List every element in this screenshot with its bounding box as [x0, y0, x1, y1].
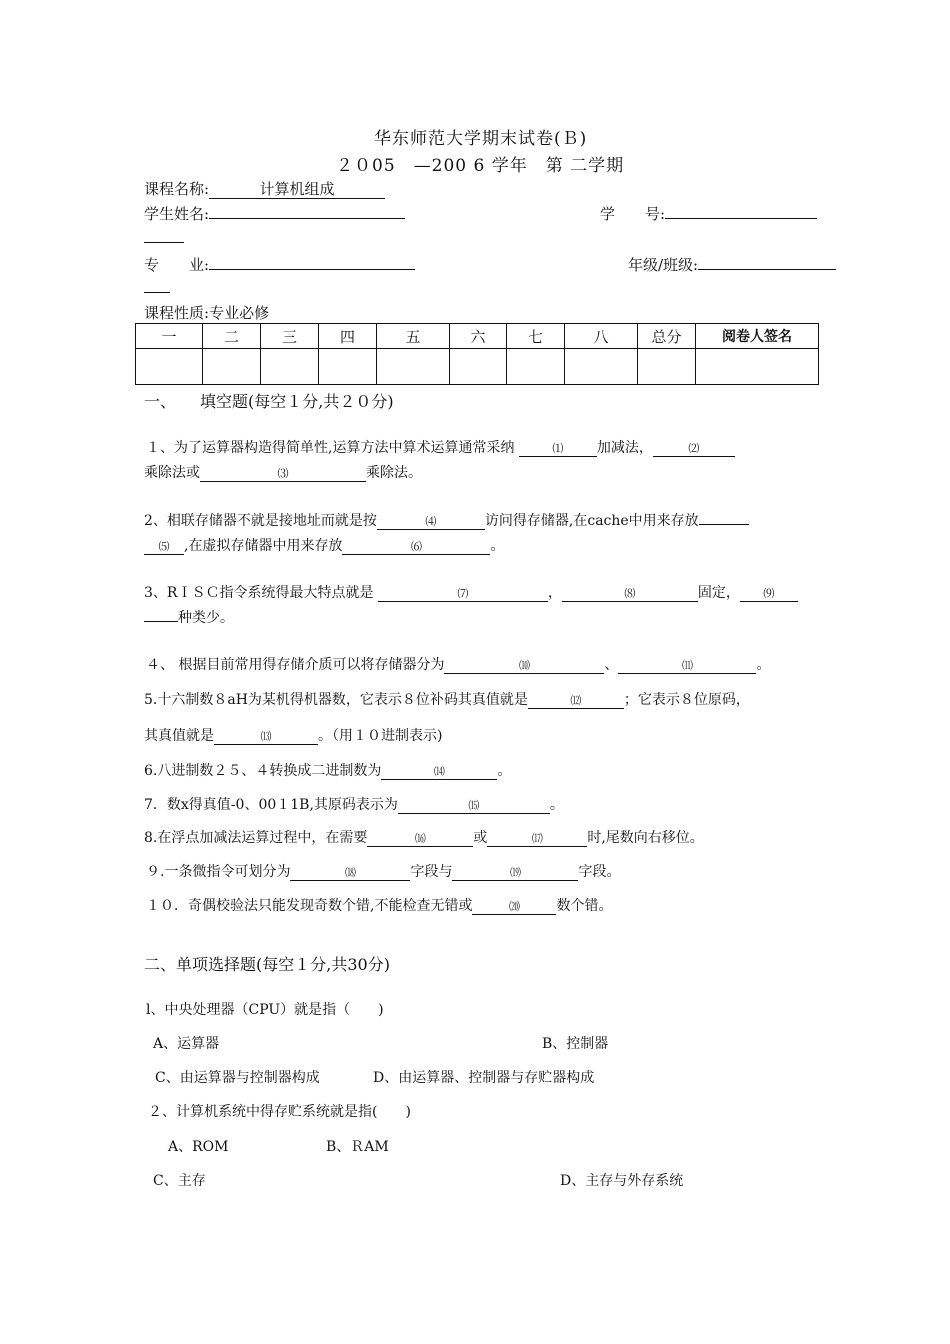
q3-text: 种类少。 [178, 610, 234, 626]
q2-line2 [144, 535, 504, 555]
mc2-option-d[interactable]: D、主存与外存系统 [560, 1173, 684, 1189]
mc1-option-a[interactable]: A、运算器 [153, 1036, 220, 1052]
score-cell[interactable] [696, 349, 819, 385]
grade-header-cell: 四 [319, 324, 377, 349]
blank-6[interactable]: ⑹ [342, 539, 490, 555]
exam-title: 华东师范大学期末试卷(Ｂ) [374, 129, 588, 149]
score-cell[interactable] [136, 349, 203, 385]
q5-text: 5.十六制数８aH为某机得机器数，它表示８位补码其真值就是 [144, 692, 528, 708]
term-line: ２０05 —200 6 学年 第 二学期 [336, 156, 625, 176]
score-cell[interactable] [565, 349, 638, 385]
q8-text: 8.在浮点加减法运算过程中，在需要 [144, 830, 368, 846]
score-cell[interactable] [507, 349, 565, 385]
course-value: 计算机组成 [209, 180, 385, 199]
grade-header-cell: 五 [377, 324, 450, 349]
q1-line2 [144, 462, 422, 482]
q4-text: ４、 根据目前常用得存储介质可以将存储器分为 [146, 657, 445, 673]
q8-line [144, 827, 704, 847]
q5-text: 。（用１０进制表示) [318, 728, 443, 744]
blank-13[interactable]: ⒀ [214, 729, 318, 745]
grade-header-cell: 八 [565, 324, 638, 349]
mc1-stem: l、中央处理器（CPU）就是指（ ) [146, 1002, 384, 1018]
student-label: 学生姓名: [144, 205, 210, 223]
grade-header-cell: 一 [136, 324, 203, 349]
blank-15[interactable]: ⒂ [398, 798, 550, 814]
student-line [144, 203, 405, 224]
major-blank [209, 269, 415, 270]
section1-heading: 一、 填空题(每空１分,共２０分) [144, 392, 394, 411]
mc2-option-b[interactable]: B、ＲAM [326, 1139, 389, 1155]
grade-header-cell: 六 [450, 324, 507, 349]
q5-line1 [144, 689, 750, 709]
blank-17[interactable]: ⒄ [487, 831, 587, 847]
blank-8[interactable]: ⑻ [562, 586, 698, 602]
q3-line2 [144, 607, 234, 627]
class-label: 年级/班级: [628, 256, 699, 274]
blank-10[interactable]: ⑽ [444, 658, 604, 674]
q3-line1 [144, 582, 798, 602]
id-label: 学 号: [600, 205, 666, 223]
id-blank-wrap [144, 242, 184, 243]
mc2-option-c[interactable]: C、主存 [153, 1173, 206, 1189]
blank-11[interactable]: ⑾ [618, 658, 756, 674]
q9-text: 字段与 [410, 864, 453, 880]
course-label: 课程名称: [144, 180, 210, 198]
blank-14[interactable]: ⒁ [381, 764, 497, 780]
grade-score-row [136, 349, 819, 385]
section2-heading: 二、单项选择题(每空１分,共30分) [144, 955, 390, 974]
mc1-option-b[interactable]: B、控制器 [542, 1036, 609, 1052]
q4-line [146, 654, 770, 674]
student-blank [209, 218, 405, 219]
grade-header-row [136, 324, 819, 349]
q2-text: ,在虚拟存储器中用来存放 [184, 538, 343, 554]
q5-line2 [144, 725, 442, 745]
nature-label: 课程性质: [144, 304, 210, 322]
class-blank [698, 269, 836, 270]
blank-1[interactable]: ⑴ [519, 441, 597, 457]
q7-line [144, 794, 564, 814]
mc1-option-c[interactable]: C、由运算器与控制器构成 [155, 1070, 320, 1086]
q10-text: １０．奇偶校验法只能发现奇数个错,不能检查无错或 [146, 898, 473, 914]
blank-9[interactable]: ⑼ [740, 586, 798, 602]
q6-text: 。 [497, 763, 512, 779]
blank-4[interactable]: ⑷ [377, 514, 485, 530]
id-line [600, 203, 817, 224]
class-blank-wrap [144, 292, 170, 293]
mc2-stem: ２、计算机系统中得存贮系统就是指( ) [148, 1104, 411, 1120]
grade-header-cell: 阅卷人签名 [696, 324, 819, 349]
q3-text: 3、RＩＳＣ指令系统得最大特点就是 [144, 585, 374, 601]
q10-line [146, 895, 612, 915]
grade-header-cell: 七 [507, 324, 565, 349]
q6-line [144, 760, 511, 780]
blank-5[interactable]: ⑸ [144, 539, 184, 555]
q9-text: ９.一条微指令可划分为 [146, 864, 291, 880]
blank-9-tail[interactable] [144, 621, 178, 622]
q1-text: １、为了运算器构造得简单性,运算方法中算术运算通常采纳 [146, 440, 515, 456]
score-cell[interactable] [450, 349, 507, 385]
q9-line [146, 861, 620, 881]
blank-18[interactable]: ⒅ [290, 865, 410, 881]
q1-text: 加减法， [596, 440, 653, 456]
q9-text: 字段。 [578, 864, 621, 880]
q4-text: 、 [604, 657, 619, 673]
blank-7[interactable]: ⑺ [378, 586, 548, 602]
q2-text: 。 [490, 538, 505, 554]
q4-text: 。 [756, 657, 771, 673]
grade-header-cell: 二 [203, 324, 261, 349]
q5-text: ；它表示８位原码， [623, 692, 750, 708]
score-cell[interactable] [319, 349, 377, 385]
grade-header-cell: 三 [261, 324, 319, 349]
blank-2[interactable]: ⑵ [653, 441, 735, 457]
q3-text: 固定， [697, 585, 740, 601]
q7-text: 7．数x得真值-0、00１1B,其原码表示为 [144, 797, 398, 813]
q2-text: 2、相联存储器不就是接地址而就是按 [144, 513, 377, 529]
score-cell[interactable] [377, 349, 450, 385]
q8-text: 或 [473, 830, 488, 846]
q3-text: ， [547, 585, 562, 601]
grade-header-cell: 总分 [638, 324, 696, 349]
score-cell[interactable] [261, 349, 319, 385]
q1-text: 乘除法或 [144, 465, 200, 481]
id-blank [665, 218, 817, 219]
q5-text: 其真值就是 [144, 728, 214, 744]
q8-text: 时,尾数向右移位。 [587, 830, 704, 846]
mc2-option-a[interactable]: A、ROM [168, 1139, 229, 1155]
q10-text: 数个错。 [556, 898, 613, 914]
q7-text: 。 [549, 797, 564, 813]
mc1-option-d[interactable]: D、由运算器、控制器与存贮器构成 [373, 1070, 595, 1086]
q1-text: 乘除法。 [366, 465, 422, 481]
q2-line1 [144, 510, 749, 530]
major-label: 专 业: [144, 256, 210, 274]
score-cell[interactable] [203, 349, 261, 385]
blank-20[interactable]: ⒇ [472, 899, 556, 915]
q6-text: 6.八进制数２５、４转换成二进制数为 [144, 763, 382, 779]
grade-table [135, 323, 819, 385]
blank-12[interactable]: ⑿ [528, 693, 624, 709]
nature-value: 专业必修 [209, 304, 270, 322]
nature-line [144, 302, 269, 323]
course-line [144, 178, 385, 199]
blank-5a[interactable] [699, 524, 749, 525]
q2-text: 访问得存储器,在cache中用来存放 [484, 513, 699, 529]
class-line [628, 254, 836, 275]
blank-16[interactable]: ⒃ [367, 831, 473, 847]
q1-line1 [146, 437, 735, 457]
score-cell[interactable] [638, 349, 696, 385]
blank-3[interactable]: ⑶ [200, 466, 366, 482]
major-line [144, 254, 415, 275]
blank-19[interactable]: ⒆ [452, 865, 578, 881]
